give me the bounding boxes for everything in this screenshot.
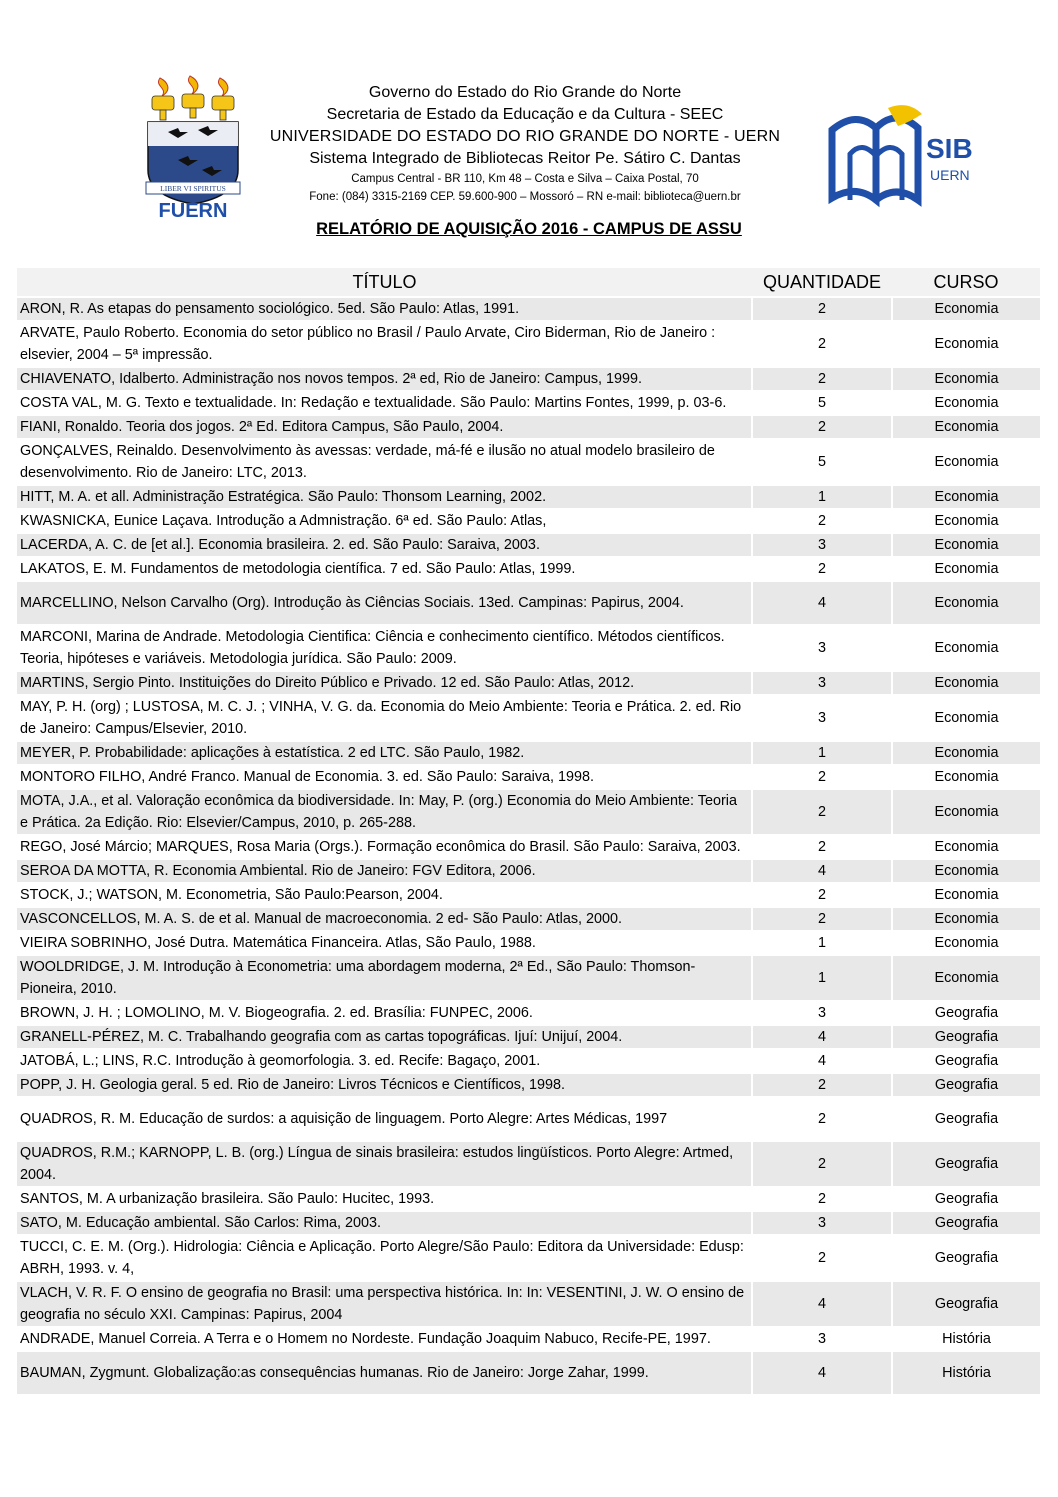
quantity-cell: 2 (752, 835, 892, 859)
table-row (17, 1327, 1040, 1351)
book-title-cell: ARVATE, Paulo Roberto. Economia do setor público no Brasil / Paulo Arvate, Ciro Biderman, Rio de Janeiro : elsevier, 2004 – 5ª impressão. (17, 321, 752, 367)
book-title-cell: MARCELLINO, Nelson Carvalho (Org). Introdução às Ciências Sociais. 13ed. Campinas: Papirus, 2004. (17, 581, 752, 625)
course-cell: Economia (892, 321, 1040, 367)
course-cell: Economia (892, 625, 1040, 671)
quantity-cell: 3 (752, 671, 892, 695)
library-system-line: Sistema Integrado de Bibliotecas Reitor Pe. Sátiro C. Dantas (309, 150, 741, 167)
course-cell: Economia (892, 297, 1040, 321)
quantity-cell: 2 (752, 907, 892, 931)
table-row (17, 557, 1040, 581)
address-line: Campus Central - BR 110, Km 48 – Costa e Silva – Caixa Postal, 70 (351, 173, 699, 185)
book-title-cell: BROWN, J. H. ; LOMOLINO, M. V. Biogeografia. 2. ed. Brasília: FUNPEC, 2006. (17, 1001, 752, 1025)
quantity-cell: 2 (752, 321, 892, 367)
course-cell: Economia (892, 391, 1040, 415)
quantity-cell: 2 (752, 765, 892, 789)
quantity-cell: 3 (752, 1327, 892, 1351)
course-cell: Economia (892, 367, 1040, 391)
quantity-cell: 2 (752, 415, 892, 439)
course-cell: Economia (892, 859, 1040, 883)
quantity-cell: 2 (752, 883, 892, 907)
book-title-cell: JATOBÁ, L.; LINS, R.C. Introdução à geomorfologia. 3. ed. Recife: Bagaço, 2001. (17, 1049, 752, 1073)
book-title-cell: SEROA DA MOTTA, R. Economia Ambiental. Rio de Janeiro: FGV Editora, 2006. (17, 859, 752, 883)
course-cell: Economia (892, 955, 1040, 1001)
book-title-cell: BAUMAN, Zygmunt. Globalização:as consequências humanas. Rio de Janeiro: Jorge Zahar, 1999. (17, 1351, 752, 1395)
quantity-cell: 2 (752, 1187, 892, 1211)
quantity-cell: 2 (752, 1141, 892, 1187)
table-row (17, 955, 1040, 1001)
book-title-cell: MARCONI, Marina de Andrade. Metodologia Cientifica: Ciência e conhecimento científico. Métodos científicos. Teoria, hipóteses e variáveis. Metodologia jurídica. São Paulo: 2009. (17, 625, 752, 671)
quantity-cell: 4 (752, 1351, 892, 1395)
course-cell: Economia (892, 557, 1040, 581)
svg-text:SIB: SIB (926, 133, 973, 164)
book-title-cell: MONTORO FILHO, André Franco. Manual de Economia. 3. ed. São Paulo: Saraiva, 1998. (17, 765, 752, 789)
contact-line: Fone: (084) 3315-2169 CEP. 59.600-900 – Mossoró – RN e-mail: biblioteca@uern.br (309, 191, 741, 203)
quantity-cell: 1 (752, 741, 892, 765)
table-row (17, 625, 1040, 671)
table-row (17, 1235, 1040, 1281)
book-title-cell: CHIAVENATO, Idalberto. Administração nos novos tempos. 2ª ed, Rio de Janeiro: Campus, 1999. (17, 367, 752, 391)
table-row (17, 741, 1040, 765)
book-title-cell: VLACH, V. R. F. O ensino de geografia no Brasil: uma perspectiva histórica. In: In: VESENTINI, J. W. O ensino de geografia no século XXI. Campinas: Papirus, 2004 (17, 1281, 752, 1327)
course-cell: Economia (892, 741, 1040, 765)
course-cell: Geografia (892, 1001, 1040, 1025)
quantity-cell: 2 (752, 509, 892, 533)
report-title: RELATÓRIO DE AQUISIÇÃO 2016 - CAMPUS DE ASSU (316, 220, 742, 238)
quantity-cell: 5 (752, 439, 892, 485)
course-cell: Geografia (892, 1097, 1040, 1141)
course-cell: Economia (892, 835, 1040, 859)
book-title-cell: QUADROS, R.M.; KARNOPP, L. B. (org.) Língua de sinais brasileira: estudos lingüísticos. Porto Alegre: Artmed, 2004. (17, 1141, 752, 1187)
book-title-cell: ANDRADE, Manuel Correia. A Terra e o Homem no Nordeste. Fundação Joaquim Nabuco, Recife-PE, 1997. (17, 1327, 752, 1351)
quantity-cell: 2 (752, 557, 892, 581)
document-header (0, 0, 1058, 265)
book-title-cell: SANTOS, M. A urbanização brasileira. São Paulo: Hucitec, 1993. (17, 1187, 752, 1211)
table-row (17, 1351, 1040, 1395)
svg-text:LIBER VI SPIRITUS: LIBER VI SPIRITUS (160, 184, 226, 193)
quantity-cell: 4 (752, 1281, 892, 1327)
book-title-cell: LAKATOS, E. M. Fundamentos de metodologia científica. 7 ed. São Paulo: Atlas, 1999. (17, 557, 752, 581)
course-cell: Geografia (892, 1211, 1040, 1235)
quantity-cell: 2 (752, 297, 892, 321)
fuern-logo-icon (138, 74, 248, 220)
quantity-cell: 1 (752, 931, 892, 955)
quantity-cell: 2 (752, 367, 892, 391)
quantity-cell: 4 (752, 581, 892, 625)
book-title-cell: FIANI, Ronaldo. Teoria dos jogos. 2ª Ed. Editora Campus, São Paulo, 2004. (17, 415, 752, 439)
book-title-cell: LACERDA, A. C. de [et al.]. Economia brasileira. 2. ed. São Paulo: Saraiva, 2003. (17, 533, 752, 557)
book-title-cell: ARON, R. As etapas do pensamento sociológico. 5ed. São Paulo: Atlas, 1991. (17, 297, 752, 321)
table-row (17, 391, 1040, 415)
table-body (17, 297, 1040, 1395)
table-row (17, 789, 1040, 835)
book-title-cell: MAY, P. H. (org) ; LUSTOSA, M. C. J. ; VINHA, V. G. da. Economia do Meio Ambiente: Teoria e Prática. 2. ed. Rio de Janeiro: Campus/Elsevier, 2010. (17, 695, 752, 741)
table-row (17, 533, 1040, 557)
table-row (17, 1073, 1040, 1097)
course-cell: Economia (892, 907, 1040, 931)
table-row (17, 509, 1040, 533)
table-row (17, 907, 1040, 931)
course-cell: Geografia (892, 1049, 1040, 1073)
course-cell: Economia (892, 533, 1040, 557)
quantity-cell: 3 (752, 695, 892, 741)
table-row (17, 883, 1040, 907)
course-cell: Economia (892, 671, 1040, 695)
course-cell: Geografia (892, 1025, 1040, 1049)
book-title-cell: GRANELL-PÉREZ, M. C. Trabalhando geografia com as cartas topográficas. Ijuí: Unijuí, 2004. (17, 1025, 752, 1049)
book-title-cell: HITT, M. A. et all. Administração Estratégica. São Paulo: Thonsom Learning, 2002. (17, 485, 752, 509)
table-row (17, 859, 1040, 883)
university-line: UNIVERSIDADE DO ESTADO DO RIO GRANDE DO NORTE - UERN (269, 128, 781, 145)
book-title-cell: VIEIRA SOBRINHO, José Dutra. Matemática Financeira. Atlas, São Paulo, 1988. (17, 931, 752, 955)
course-cell: Economia (892, 765, 1040, 789)
quantity-cell: 4 (752, 1025, 892, 1049)
table-row (17, 321, 1040, 367)
column-header-title: TÍTULO (17, 268, 752, 297)
quantity-cell: 1 (752, 955, 892, 1001)
quantity-cell: 3 (752, 1001, 892, 1025)
course-cell: História (892, 1351, 1040, 1395)
course-cell: Economia (892, 485, 1040, 509)
book-title-cell: VASCONCELLOS, M. A. S. de et al. Manual de macroeconomia. 2 ed- São Paulo: Atlas, 2000. (17, 907, 752, 931)
table-row (17, 1049, 1040, 1073)
quantity-cell: 4 (752, 1049, 892, 1073)
course-cell: Geografia (892, 1073, 1040, 1097)
table-row (17, 1211, 1040, 1235)
table-row (17, 439, 1040, 485)
svg-text:UERN: UERN (930, 167, 970, 183)
course-cell: Economia (892, 883, 1040, 907)
table-row (17, 695, 1040, 741)
course-cell: Economia (892, 581, 1040, 625)
book-title-cell: MOTA, J.A., et al. Valoração econômica da biodiversidade. In: May, P. (org.) Economia do Meio Ambiente: Teoria e Prática. 2a Edição. Rio: Elsevier/Campus, 2010, p. 265-288. (17, 789, 752, 835)
quantity-cell: 3 (752, 625, 892, 671)
government-line: Governo do Estado do Rio Grande do Norte (368, 84, 682, 101)
book-title-cell: REGO, José Márcio; MARQUES, Rosa Maria (Orgs.). Formação econômica do Brasil. São Paulo: Saraiva, 2003. (17, 835, 752, 859)
svg-text:FUERN: FUERN (158, 200, 228, 220)
book-title-cell: MEYER, P. Probabilidade: aplicações à estatística. 2 ed LTC. São Paulo, 1982. (17, 741, 752, 765)
quantity-cell: 2 (752, 1073, 892, 1097)
quantity-cell: 1 (752, 485, 892, 509)
table-row (17, 1187, 1040, 1211)
table-row (17, 581, 1040, 625)
book-title-cell: COSTA VAL, M. G. Texto e textualidade. In: Redação e textualidade. São Paulo: Martins Fontes, 1999, p. 03-6. (17, 391, 752, 415)
book-title-cell: QUADROS, R. M. Educação de surdos: a aquisição de linguagem. Porto Alegre: Artes Médicas, 1997 (17, 1097, 752, 1141)
sib-uern-logo-icon (826, 100, 976, 210)
column-header-course: CURSO (892, 268, 1040, 297)
quantity-cell: 3 (752, 1211, 892, 1235)
table-row (17, 765, 1040, 789)
quantity-cell: 5 (752, 391, 892, 415)
table-row (17, 1025, 1040, 1049)
book-title-cell: GONÇALVES, Reinaldo. Desenvolvimento às avessas: verdade, má-fé e ilusão no atual modelo brasileiro de desenvolvimento. Rio de Janeiro: LTC, 2013. (17, 439, 752, 485)
table-row (17, 297, 1040, 321)
book-title-cell: WOOLDRIDGE, J. M. Introdução à Econometria: uma abordagem moderna, 2ª Ed., São Paulo: Thomson-Pioneira, 2010. (17, 955, 752, 1001)
book-title-cell: SATO, M. Educação ambiental. São Carlos: Rima, 2003. (17, 1211, 752, 1235)
course-cell: Geografia (892, 1141, 1040, 1187)
course-cell: Economia (892, 509, 1040, 533)
quantity-cell: 2 (752, 1097, 892, 1141)
course-cell: História (892, 1327, 1040, 1351)
acquisition-table (17, 268, 1040, 1396)
table-row (17, 1001, 1040, 1025)
course-cell: Geografia (892, 1235, 1040, 1281)
secretariat-line: Secretaria de Estado da Educação e da Cultura - SEEC (326, 106, 724, 123)
table-header-row (17, 268, 1040, 297)
table-row (17, 931, 1040, 955)
course-cell: Economia (892, 789, 1040, 835)
quantity-cell: 3 (752, 533, 892, 557)
course-cell: Economia (892, 695, 1040, 741)
course-cell: Economia (892, 415, 1040, 439)
table-row (17, 835, 1040, 859)
book-title-cell: STOCK, J.; WATSON, M. Econometria, São Paulo:Pearson, 2004. (17, 883, 752, 907)
course-cell: Economia (892, 931, 1040, 955)
quantity-cell: 2 (752, 789, 892, 835)
table-row (17, 367, 1040, 391)
quantity-cell: 4 (752, 859, 892, 883)
course-cell: Geografia (892, 1187, 1040, 1211)
book-title-cell: TUCCI, C. E. M. (Org.). Hidrologia: Ciência e Aplicação. Porto Alegre/São Paulo: Editora da Universidade: Edusp: ABRH, 1993. v. 4, (17, 1235, 752, 1281)
table-row (17, 1141, 1040, 1187)
column-header-quantity: QUANTIDADE (752, 268, 892, 297)
course-cell: Geografia (892, 1281, 1040, 1327)
table-row (17, 1281, 1040, 1327)
table-row (17, 415, 1040, 439)
table-row (17, 485, 1040, 509)
quantity-cell: 2 (752, 1235, 892, 1281)
book-title-cell: MARTINS, Sergio Pinto. Instituições do Direito Público e Privado. 12 ed. São Paulo: Atlas, 2012. (17, 671, 752, 695)
book-title-cell: POPP, J. H. Geologia geral. 5 ed. Rio de Janeiro: Livros Técnicos e Científicos, 1998. (17, 1073, 752, 1097)
course-cell: Economia (892, 439, 1040, 485)
book-title-cell: KWASNICKA, Eunice Laçava. Introdução a Admnistração. 6ª ed. São Paulo: Atlas, (17, 509, 752, 533)
table-row (17, 671, 1040, 695)
table-row (17, 1097, 1040, 1141)
institution-header-text (240, 82, 810, 206)
